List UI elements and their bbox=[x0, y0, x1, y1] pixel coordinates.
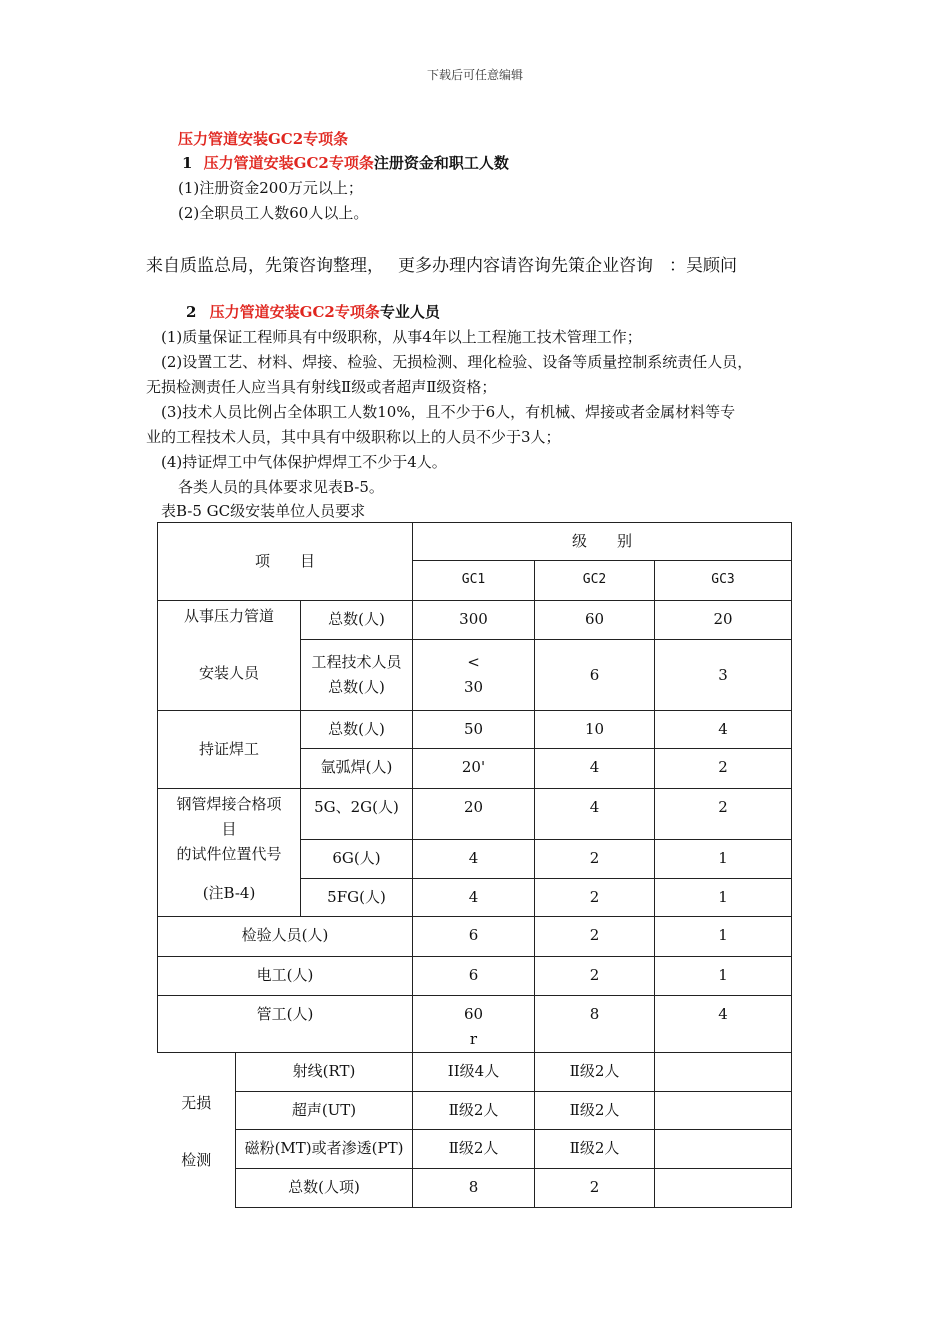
table-caption: 表B-5 GC级安装单位人员要求 bbox=[161, 502, 366, 520]
pipe-weld-r2-gc1: 4 bbox=[413, 840, 535, 879]
pipefitter-label: 管工(人) bbox=[158, 996, 413, 1053]
section-2-number: 2 bbox=[186, 303, 197, 321]
electrician-label: 电工(人) bbox=[158, 957, 413, 996]
header-level: 级 别 bbox=[413, 523, 792, 561]
ndt-total-gc1: 8 bbox=[413, 1169, 535, 1208]
ndt-label-1: 无损 bbox=[181, 1094, 212, 1112]
install-tech-gc1-a: < bbox=[467, 653, 480, 671]
ndt-mt-gc1: Ⅱ级2人 bbox=[413, 1130, 535, 1169]
source-note-part-3: ：吴顾问 bbox=[669, 256, 737, 276]
pipe-weld-r3-gc3: 1 bbox=[655, 879, 792, 917]
inspector-gc2: 2 bbox=[535, 917, 655, 957]
section-1-item-1: (1)注册资金200万元以上； bbox=[178, 179, 363, 197]
install-total-gc2: 60 bbox=[535, 601, 655, 640]
pipefitter-gc2: 8 bbox=[535, 996, 655, 1053]
section-2-line-6: (4)持证焊工中气体保护焊焊工不少于4人。 bbox=[161, 453, 447, 471]
electrician-gc2: 2 bbox=[535, 957, 655, 996]
section-2-line-4: (3)技术人员比例占全体职工人数10%，且不少于6人，有机械、焊接或者金属材料等专 bbox=[161, 403, 736, 421]
welder-argon-gc1: 20' bbox=[413, 749, 535, 789]
section-1-heading bbox=[182, 152, 509, 173]
install-tech-gc1-b: 30 bbox=[463, 678, 484, 696]
ndt-mt-gc3 bbox=[655, 1130, 792, 1169]
page-header: 下载后可任意编辑 bbox=[426, 68, 523, 82]
pipe-weld-label-4: (注B-4) bbox=[202, 884, 256, 902]
section-2-line-7: 各类人员的具体要求见表B-5。 bbox=[178, 478, 384, 496]
install-tech-label bbox=[301, 640, 413, 711]
ndt-mt-label: 磁粉(MT)或者渗透(PT) bbox=[236, 1130, 413, 1169]
install-label-top: 从事压力管道 bbox=[183, 607, 274, 625]
header-gc3: GC3 bbox=[655, 561, 792, 601]
welder-total-gc1: 50 bbox=[413, 711, 535, 749]
inspector-gc3: 1 bbox=[655, 917, 792, 957]
source-note-part-1: 来自质监总局，先策咨询整理， bbox=[146, 256, 384, 276]
pipe-weld-r1-label: 5G、2G(人) bbox=[301, 789, 413, 840]
ndt-rt-label: 射线(RT) bbox=[236, 1053, 413, 1092]
ndt-label bbox=[158, 1053, 236, 1208]
inspector-gc1: 6 bbox=[413, 917, 535, 957]
install-label-bottom: 安装人员 bbox=[198, 664, 259, 682]
section-2-heading bbox=[186, 301, 440, 322]
section-2-line-1: (1)质量保证工程师具有中级职称，从事4年以上工程施工技术管理工作； bbox=[161, 328, 642, 346]
section-2-line-2: (2)设置工艺、材料、焊接、检验、无损检测、理化检验、设备等质量控制系统责任人员， bbox=[161, 353, 753, 371]
pipe-weld-r2-gc2: 2 bbox=[535, 840, 655, 879]
pipe-weld-label-3: 的试件位置代号 bbox=[176, 845, 282, 863]
header-gc2: GC2 bbox=[535, 561, 655, 601]
section-1-title-red: 压力管道安装GC2专项条 bbox=[203, 154, 374, 172]
pipe-weld-r1-gc1: 20 bbox=[413, 789, 535, 840]
welder-argon-gc3: 2 bbox=[655, 749, 792, 789]
ndt-ut-gc3 bbox=[655, 1092, 792, 1130]
pipefitter-gc3: 4 bbox=[655, 996, 792, 1053]
pipefitter-gc1-a: 60 bbox=[463, 1005, 484, 1023]
section-2-title-rest: 专业人员 bbox=[379, 303, 440, 321]
electrician-gc1: 6 bbox=[413, 957, 535, 996]
install-tech-label-1: 工程技术人员 bbox=[311, 653, 402, 671]
install-tech-gc2: 6 bbox=[535, 640, 655, 711]
welder-total-gc3: 4 bbox=[655, 711, 792, 749]
section-1-number: 1 bbox=[182, 154, 193, 172]
header-gc1: GC1 bbox=[413, 561, 535, 601]
install-tech-gc1 bbox=[413, 640, 535, 711]
welder-argon-label: 氩弧焊(人) bbox=[301, 749, 413, 789]
ndt-total-label: 总数(人项) bbox=[236, 1169, 413, 1208]
ndt-rt-gc1: II级4人 bbox=[413, 1053, 535, 1092]
section-1-title-rest: 注册资金和职工人数 bbox=[373, 154, 509, 172]
electrician-gc3: 1 bbox=[655, 957, 792, 996]
install-total-gc3: 20 bbox=[655, 601, 792, 640]
ndt-mt-gc2: Ⅱ级2人 bbox=[535, 1130, 655, 1169]
source-note bbox=[146, 251, 737, 276]
ndt-ut-gc1: Ⅱ级2人 bbox=[413, 1092, 535, 1130]
ndt-total-gc3 bbox=[655, 1169, 792, 1208]
ndt-ut-gc2: Ⅱ级2人 bbox=[535, 1092, 655, 1130]
personnel-requirements-table bbox=[157, 522, 792, 1208]
install-tech-label-2: 总数(人) bbox=[328, 678, 385, 696]
pipe-weld-label-1: 钢管焊接合格项 bbox=[176, 795, 282, 813]
pipe-weld-r3-gc1: 4 bbox=[413, 879, 535, 917]
install-label bbox=[158, 601, 301, 711]
section-1-item-2: (2)全职员工人数60人以上。 bbox=[178, 204, 369, 222]
welder-label: 持证焊工 bbox=[158, 711, 301, 789]
pipe-weld-r1-gc3: 2 bbox=[655, 789, 792, 840]
section-2-line-5: 业的工程技术人员，其中具有中级职称以上的人员不少于3人； bbox=[146, 428, 561, 446]
pipe-weld-r3-label: 5FG(人) bbox=[301, 879, 413, 917]
install-tech-gc3: 3 bbox=[655, 640, 792, 711]
pipe-weld-r2-label: 6G(人) bbox=[301, 840, 413, 879]
ndt-rt-gc3 bbox=[655, 1053, 792, 1092]
pipe-weld-label-2: 目 bbox=[221, 820, 237, 838]
install-total-gc1: 300 bbox=[413, 601, 535, 640]
install-total-label: 总数(人) bbox=[301, 601, 413, 640]
ndt-total-gc2: 2 bbox=[535, 1169, 655, 1208]
pipefitter-gc1 bbox=[413, 996, 535, 1053]
source-note-part-2: 更多办理内容请咨询先策企业咨询 bbox=[398, 256, 653, 276]
welder-argon-gc2: 4 bbox=[535, 749, 655, 789]
ndt-label-2: 检测 bbox=[181, 1151, 212, 1169]
welder-total-gc2: 10 bbox=[535, 711, 655, 749]
ndt-rt-gc2: Ⅱ级2人 bbox=[535, 1053, 655, 1092]
doc-title: 压力管道安装GC2专项条 bbox=[178, 130, 349, 148]
pipefitter-gc1-b: r bbox=[469, 1030, 478, 1048]
inspector-label: 检验人员(人) bbox=[158, 917, 413, 957]
section-2-line-3: 无损检测责任人应当具有射线Ⅱ级或者超声Ⅱ级资格； bbox=[146, 378, 497, 396]
header-item: 项 目 bbox=[158, 523, 413, 601]
ndt-ut-label: 超声(UT) bbox=[236, 1092, 413, 1130]
pipe-weld-r2-gc3: 1 bbox=[655, 840, 792, 879]
section-2-title-red: 压力管道安装GC2专项条 bbox=[209, 303, 380, 321]
pipe-weld-label bbox=[158, 789, 301, 917]
pipe-weld-r3-gc2: 2 bbox=[535, 879, 655, 917]
welder-total-label: 总数(人) bbox=[301, 711, 413, 749]
pipe-weld-r1-gc2: 4 bbox=[535, 789, 655, 840]
